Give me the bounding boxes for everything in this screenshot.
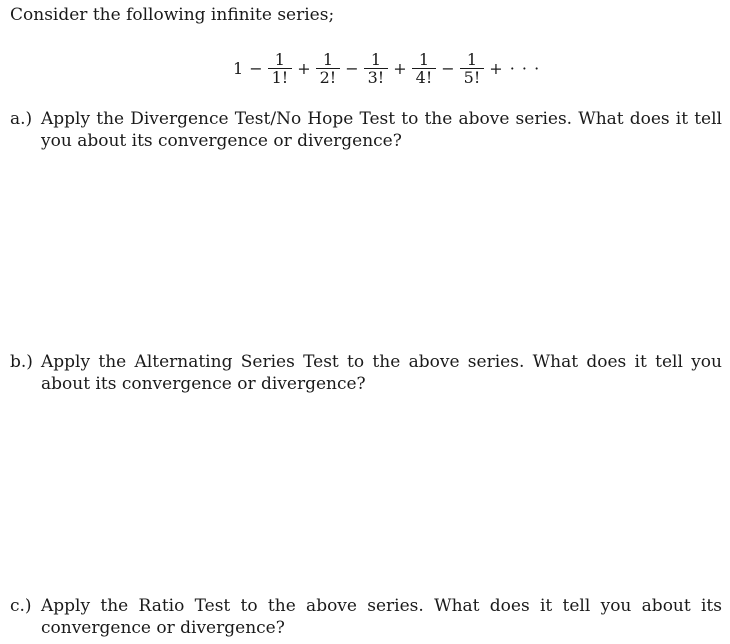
fraction-denominator: 3! [367, 67, 385, 87]
series-tail: + · · · [489, 58, 541, 78]
fraction-numerator: 1 [316, 51, 341, 69]
fraction-term [366, 51, 387, 86]
term-sign: + [393, 58, 407, 78]
fraction-numerator: 1 [268, 51, 293, 69]
fraction-term [462, 51, 483, 86]
series-leading-term: 1 [233, 58, 244, 78]
question-label: b.) [10, 352, 33, 372]
fraction-numerator: 1 [412, 51, 437, 69]
term-sign: + [297, 58, 311, 78]
series-expression [233, 46, 540, 90]
question-label: a.) [10, 109, 33, 129]
question-text: Apply the Alternating Series Test to the above series. What does it tell you about its convergence or divergence? [41, 352, 722, 394]
question-b [10, 351, 722, 395]
fraction-denominator: 5! [463, 67, 481, 87]
fraction-denominator: 2! [319, 67, 337, 87]
question-c [10, 595, 722, 639]
question-label: c.) [10, 596, 32, 616]
fraction-term [270, 51, 291, 86]
question-a [10, 108, 722, 152]
term-sign: − [441, 58, 455, 78]
fraction-denominator: 1! [271, 67, 289, 87]
term-sign: − [249, 58, 263, 78]
question-text: Apply the Divergence Test/No Hope Test to the above series. What does it tell you about its convergence or divergence? [41, 109, 722, 151]
fraction-numerator: 1 [364, 51, 389, 69]
intro-text: Consider the following infinite series; [10, 5, 335, 25]
term-sign: − [345, 58, 359, 78]
fraction-term [414, 51, 435, 86]
question-text: Apply the Ratio Test to the above series. What does it tell you about its convergence or divergence? [41, 596, 722, 638]
fraction-denominator: 4! [415, 67, 433, 87]
fraction-term [318, 51, 339, 86]
fraction-numerator: 1 [460, 51, 485, 69]
